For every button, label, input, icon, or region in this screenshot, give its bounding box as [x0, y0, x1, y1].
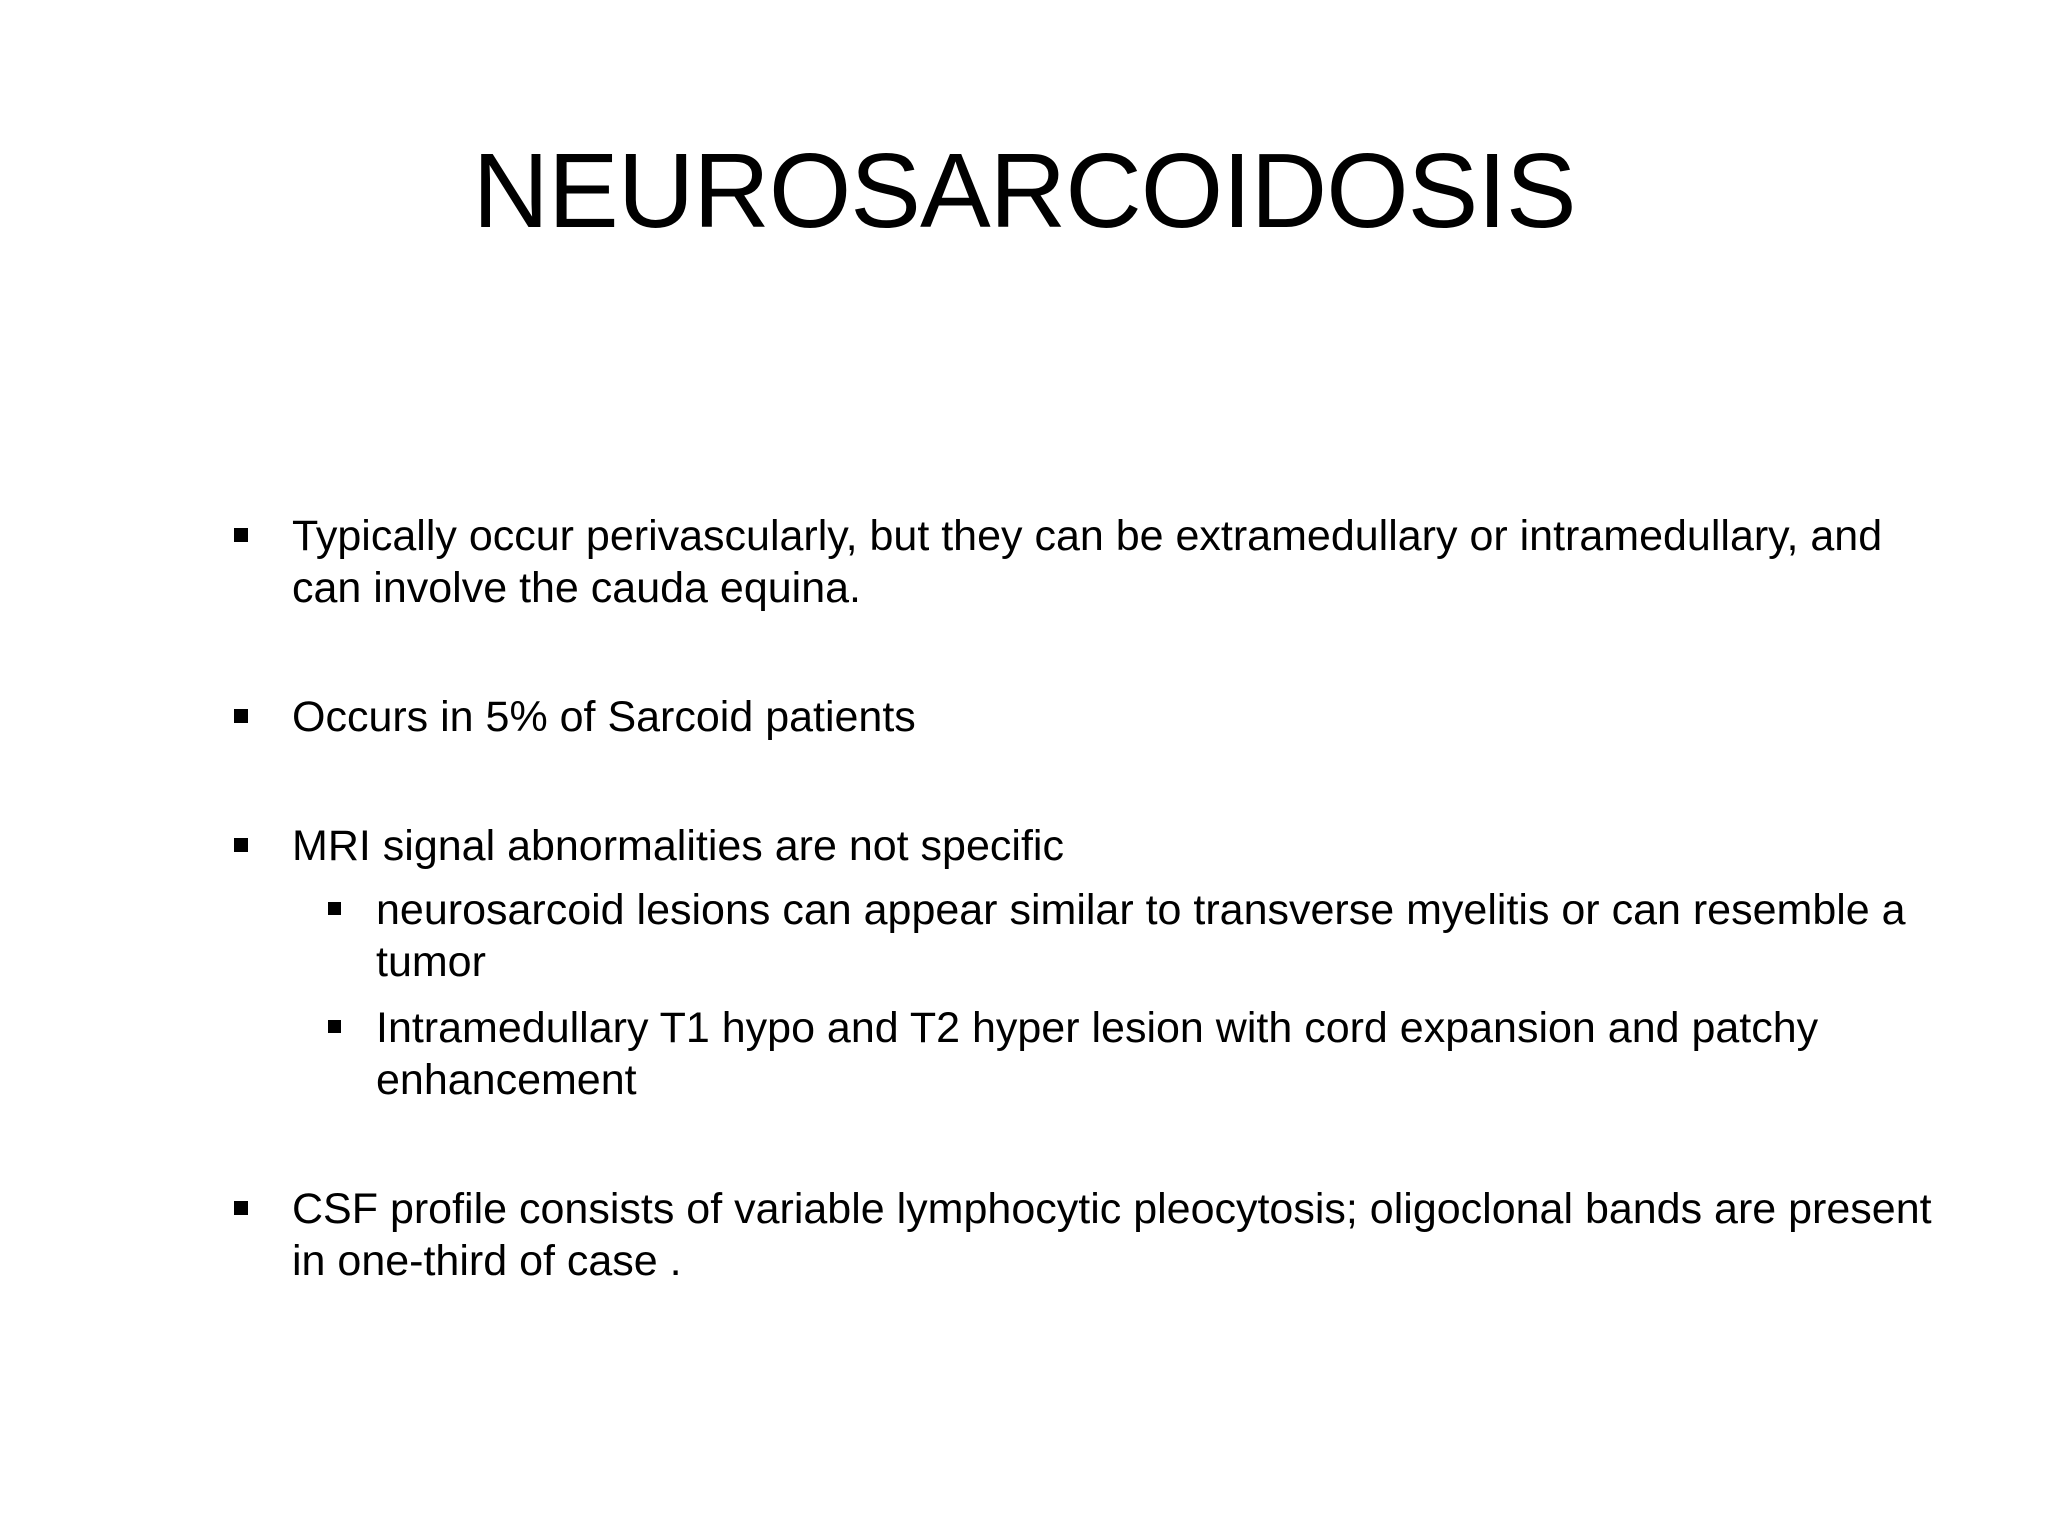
square-bullet-icon	[234, 709, 248, 723]
bullet-text: Occurs in 5% of Sarcoid patients	[292, 693, 916, 741]
square-bullet-icon	[234, 838, 248, 852]
square-bullet-icon	[234, 1201, 248, 1215]
square-bullet-icon	[328, 1020, 341, 1033]
bullet-text: MRI signal abnormalities are not specific	[292, 822, 1064, 870]
bullet-item-csf	[232, 1183, 1932, 1287]
sub-bullet-item-appearance	[326, 884, 1932, 988]
bullet-text: Typically occur perivascularly, but they can be extramedullary or intramedullary, and can involve the cauda equina.	[292, 512, 1883, 612]
sub-bullet-text: neurosarcoid lesions can appear similar to transverse myelitis or can resemble a tumor	[376, 886, 1906, 986]
sub-bullet-list	[292, 884, 1932, 1106]
sub-bullet-item-lesion	[326, 1002, 1932, 1106]
bullet-list	[232, 510, 1932, 1287]
square-bullet-icon	[328, 902, 341, 915]
bullet-text: CSF profile consists of variable lymphocytic pleocytosis; oligoclonal bands are present in one-third of case .	[292, 1185, 1932, 1285]
slide-title: NEUROSARCOIDOSIS	[472, 132, 1576, 250]
sub-bullet-text: Intramedullary T1 hypo and T2 hyper lesion with cord expansion and patchy enhancement	[376, 1004, 1819, 1104]
bullet-item-perivascular	[232, 510, 1932, 614]
bullet-item-mri	[232, 820, 1932, 1106]
bullet-item-occurrence	[232, 691, 1932, 743]
square-bullet-icon	[234, 528, 248, 542]
